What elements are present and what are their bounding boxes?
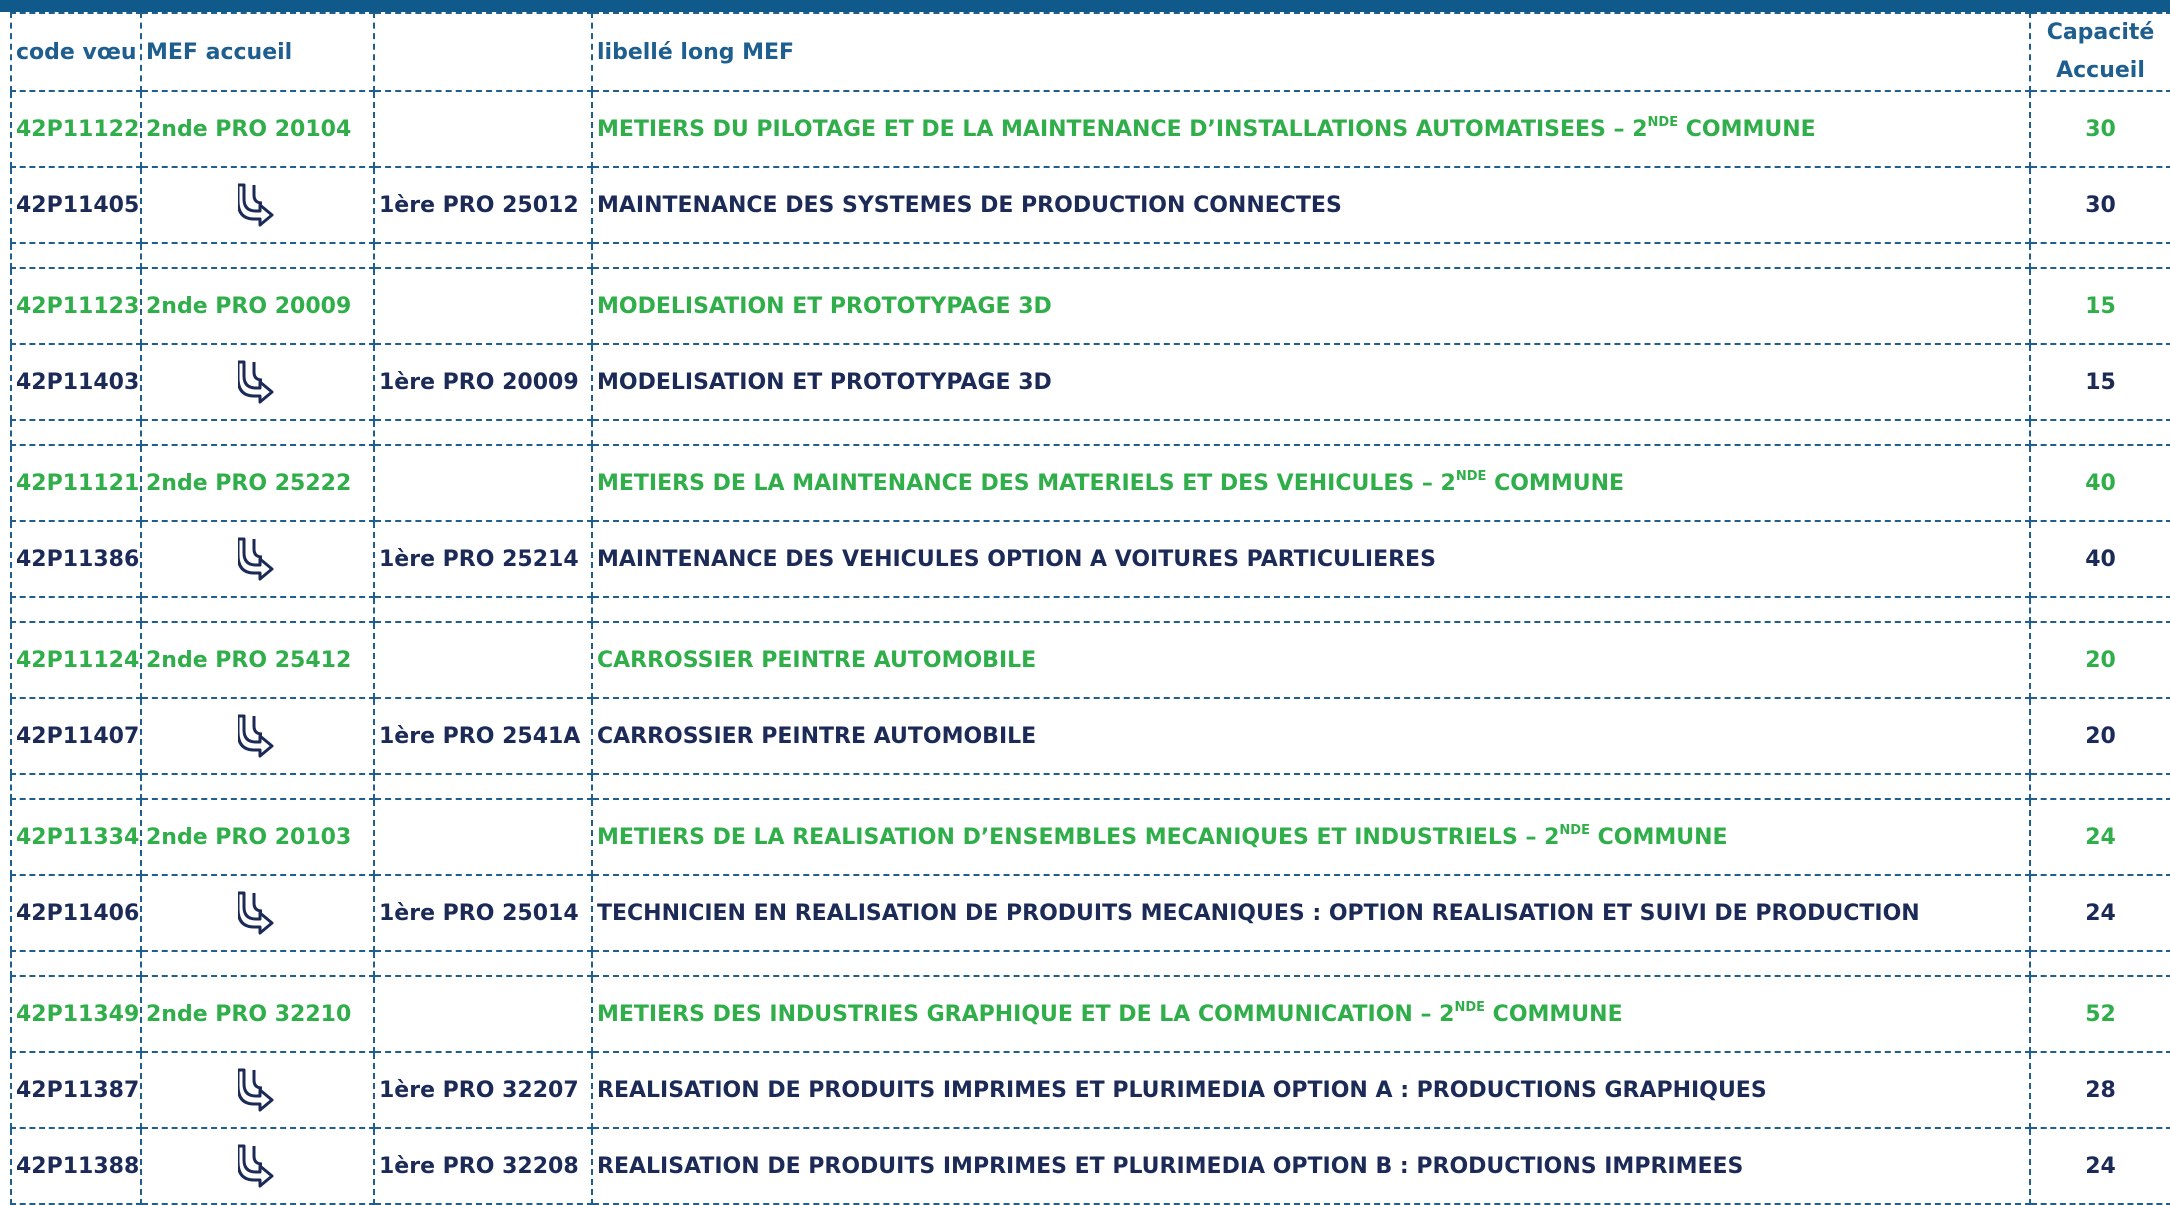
spacer-cell: [2030, 774, 2170, 799]
code-voeu-cell: 42P11122: [11, 91, 141, 167]
spacer-cell: [592, 774, 2030, 799]
mef-premiere-cell: 1ère PRO 20009: [374, 344, 592, 420]
libelle-cell: [592, 91, 2030, 167]
mef-accueil-cell: 2nde PRO 32210: [141, 976, 374, 1052]
libelle-superscript: NDE: [1454, 999, 1486, 1015]
libelle-cell: CARROSSIER PEINTRE AUTOMOBILE: [592, 698, 2030, 774]
code-voeu-cell: 42P11124: [11, 622, 141, 698]
mef-accueil-cell: 2nde PRO 20103: [141, 799, 374, 875]
header-capacite-line1: Capacité: [2046, 20, 2155, 45]
libelle-cell: [592, 622, 2030, 698]
spacer-cell: [374, 774, 592, 799]
code-voeu-cell: 42P11387: [11, 1052, 141, 1128]
mef-premiere-cell: 1ère PRO 25214: [374, 521, 592, 597]
libelle-superscript: NDE: [1559, 822, 1590, 838]
table-row-seconde: [11, 976, 2170, 1052]
spacer-cell: [592, 597, 2030, 622]
arrow-cell: [141, 521, 374, 597]
capacite-cell: 24: [2030, 799, 2170, 875]
libelle-text: CARROSSIER PEINTRE AUTOMOBILE: [597, 647, 1037, 673]
libelle-cell: MAINTENANCE DES SYSTEMES DE PRODUCTION CONNECTES: [592, 167, 2030, 243]
libelle-cell: REALISATION DE PRODUITS IMPRIMES ET PLURIMEDIA OPTION A : PRODUCTIONS GRAPHIQUES: [592, 1052, 2030, 1128]
capacite-cell: 28: [2030, 1052, 2170, 1128]
code-voeu-cell: 42P11123: [11, 268, 141, 344]
spacer-row: [11, 774, 2170, 799]
spacer-cell: [374, 951, 592, 976]
mef-premiere-cell: [374, 445, 592, 521]
code-voeu-cell: 42P11405: [11, 167, 141, 243]
libelle-cell: TECHNICIEN EN REALISATION DE PRODUITS MECANIQUES : OPTION REALISATION ET SUIVI DE PRODUCTION: [592, 875, 2030, 951]
libelle-suffix: COMMUNE: [1485, 1001, 1623, 1027]
spacer-cell: [141, 774, 374, 799]
table-row-premiere: [11, 1128, 2170, 1204]
mef-premiere-cell: [374, 622, 592, 698]
code-voeu-cell: 42P11403: [11, 344, 141, 420]
spacer-cell: [592, 243, 2030, 268]
libelle-cell: [592, 445, 2030, 521]
spacer-row: [11, 597, 2170, 622]
code-voeu-cell: 42P11406: [11, 875, 141, 951]
header-capacite-line2: Accueil: [2056, 58, 2145, 83]
table-row-premiere: [11, 344, 2170, 420]
spacer-cell: [374, 597, 592, 622]
libelle-cell: [592, 976, 2030, 1052]
spacer-cell: [2030, 243, 2170, 268]
header-code-voeu: code vœu: [11, 13, 141, 91]
code-voeu-cell: 42P11407: [11, 698, 141, 774]
arrow-cell: [141, 875, 374, 951]
arrow-cell: [141, 698, 374, 774]
mef-premiere-cell: 1ère PRO 25014: [374, 875, 592, 951]
code-voeu-cell: 42P11388: [11, 1128, 141, 1204]
libelle-text: METIERS DE LA REALISATION D’ENSEMBLES MECANIQUES ET INDUSTRIELS – 2: [597, 824, 1560, 850]
mef-premiere-cell: [374, 91, 592, 167]
spacer-cell: [374, 420, 592, 445]
arrow-cell: [141, 1128, 374, 1204]
header-mef-accueil: MEF accueil: [141, 13, 374, 91]
curved-arrow-icon: [238, 889, 278, 937]
spacer-cell: [141, 597, 374, 622]
libelle-cell: MODELISATION ET PROTOTYPAGE 3D: [592, 344, 2030, 420]
capacite-cell: 24: [2030, 1128, 2170, 1204]
capacite-cell: 20: [2030, 698, 2170, 774]
spacer-cell: [141, 420, 374, 445]
libelle-suffix: COMMUNE: [1486, 470, 1625, 496]
table-row-seconde: [11, 445, 2170, 521]
capacite-cell: 52: [2030, 976, 2170, 1052]
table-row-seconde: [11, 91, 2170, 167]
libelle-superscript: NDE: [1647, 114, 1679, 130]
table-row-premiere: [11, 698, 2170, 774]
curved-arrow-icon: [238, 535, 278, 583]
mef-premiere-cell: [374, 799, 592, 875]
capacite-cell: 15: [2030, 344, 2170, 420]
code-voeu-cell: 42P11349: [11, 976, 141, 1052]
libelle-text: METIERS DE LA MAINTENANCE DES MATERIELS ET DES VEHICULES – 2: [597, 470, 1456, 496]
capacite-cell: 40: [2030, 521, 2170, 597]
libelle-superscript: NDE: [1455, 468, 1487, 484]
spacer-cell: [11, 951, 141, 976]
table-row-premiere: [11, 167, 2170, 243]
spacer-cell: [592, 951, 2030, 976]
curved-arrow-icon: [238, 1066, 278, 1114]
table-body: [11, 91, 2170, 1204]
spacer-cell: [141, 951, 374, 976]
libelle-suffix: COMMUNE: [1589, 824, 1728, 850]
mef-premiere-cell: 1ère PRO 32207: [374, 1052, 592, 1128]
libelle-cell: [592, 268, 2030, 344]
libelle-cell: REALISATION DE PRODUITS IMPRIMES ET PLURIMEDIA OPTION B : PRODUCTIONS IMPRIMEES: [592, 1128, 2030, 1204]
spacer-row: [11, 420, 2170, 445]
header-libelle: libellé long MEF: [592, 13, 2030, 91]
capacite-cell: 40: [2030, 445, 2170, 521]
libelle-cell: MAINTENANCE DES VEHICULES OPTION A VOITURES PARTICULIERES: [592, 521, 2030, 597]
capacite-cell: 24: [2030, 875, 2170, 951]
arrow-cell: [141, 344, 374, 420]
libelle-text: METIERS DU PILOTAGE ET DE LA MAINTENANCE D’INSTALLATIONS AUTOMATISEES – 2: [597, 116, 1648, 142]
header-capacite: [2030, 13, 2170, 91]
mef-accueil-cell: 2nde PRO 25222: [141, 445, 374, 521]
spacer-cell: [141, 243, 374, 268]
table-row-premiere: [11, 521, 2170, 597]
spacer-cell: [2030, 951, 2170, 976]
header-blank: [374, 13, 592, 91]
mef-accueil-cell: 2nde PRO 20104: [141, 91, 374, 167]
top-bar: [0, 0, 2170, 12]
table-row-seconde: [11, 268, 2170, 344]
code-voeu-cell: 42P11334: [11, 799, 141, 875]
spacer-cell: [592, 420, 2030, 445]
curved-arrow-icon: [238, 358, 278, 406]
spacer-cell: [2030, 420, 2170, 445]
libelle-suffix: COMMUNE: [1678, 116, 1816, 142]
libelle-text: MODELISATION ET PROTOTYPAGE 3D: [597, 293, 1052, 319]
spacer-cell: [11, 597, 141, 622]
mef-premiere-cell: 1ère PRO 32208: [374, 1128, 592, 1204]
capacite-cell: 20: [2030, 622, 2170, 698]
table-row-premiere: [11, 1052, 2170, 1128]
spacer-row: [11, 951, 2170, 976]
code-voeu-cell: 42P11121: [11, 445, 141, 521]
table-row-seconde: [11, 622, 2170, 698]
libelle-text: METIERS DES INDUSTRIES GRAPHIQUE ET DE LA COMMUNICATION – 2: [597, 1001, 1455, 1027]
spacer-row: [11, 243, 2170, 268]
spacer-cell: [11, 243, 141, 268]
libelle-cell: [592, 799, 2030, 875]
mef-accueil-cell: 2nde PRO 20009: [141, 268, 374, 344]
mef-accueil-cell: 2nde PRO 25412: [141, 622, 374, 698]
curved-arrow-icon: [238, 712, 278, 760]
table-row-seconde: [11, 799, 2170, 875]
code-voeu-cell: 42P11386: [11, 521, 141, 597]
spacer-cell: [11, 774, 141, 799]
spacer-cell: [374, 243, 592, 268]
curved-arrow-icon: [238, 181, 278, 229]
spacer-cell: [11, 420, 141, 445]
arrow-cell: [141, 1052, 374, 1128]
spacer-cell: [2030, 597, 2170, 622]
curved-arrow-icon: [238, 1142, 278, 1190]
arrow-cell: [141, 167, 374, 243]
mef-premiere-cell: [374, 976, 592, 1052]
voeux-table: [10, 12, 2170, 1205]
capacite-cell: 30: [2030, 91, 2170, 167]
header-row: [11, 13, 2170, 91]
capacite-cell: 15: [2030, 268, 2170, 344]
table-row-premiere: [11, 875, 2170, 951]
capacite-cell: 30: [2030, 167, 2170, 243]
mef-premiere-cell: 1ère PRO 2541A: [374, 698, 592, 774]
mef-premiere-cell: 1ère PRO 25012: [374, 167, 592, 243]
mef-premiere-cell: [374, 268, 592, 344]
